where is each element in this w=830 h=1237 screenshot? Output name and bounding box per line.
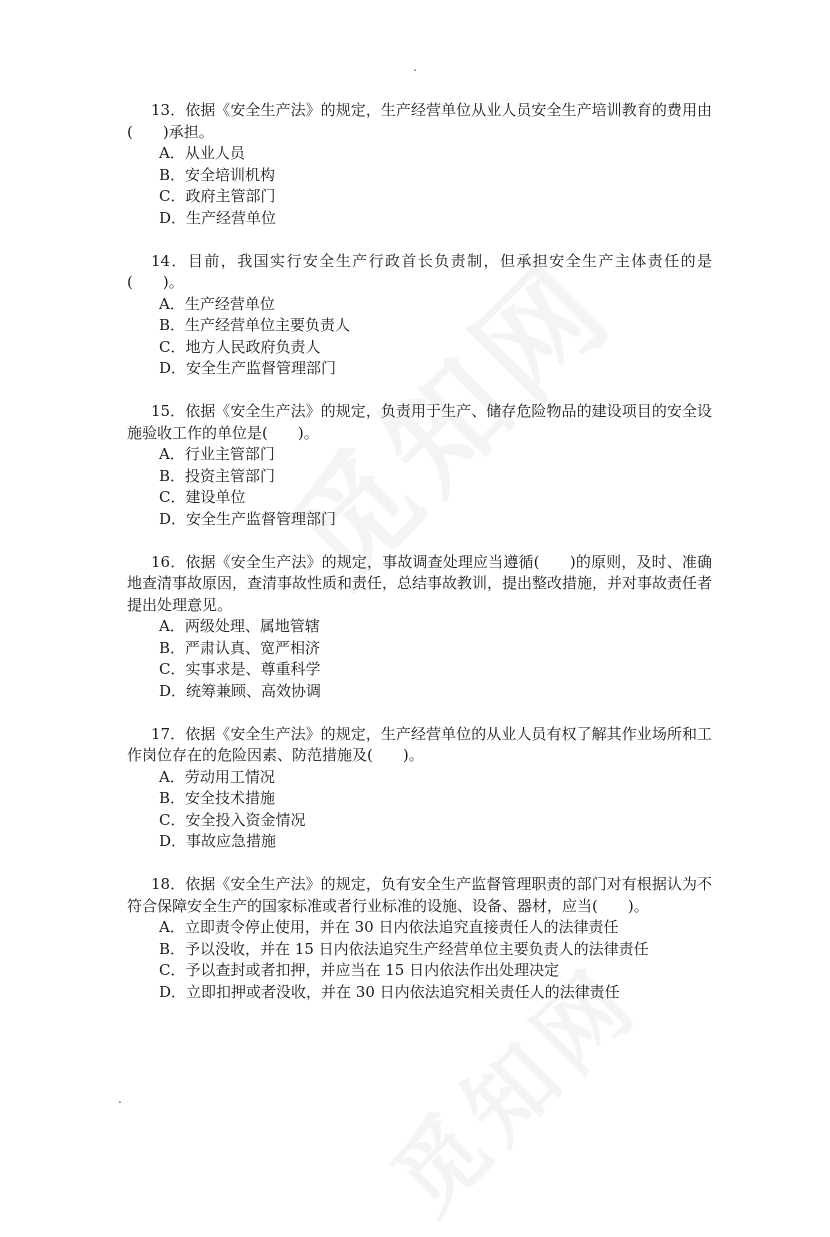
option-list — [127, 767, 712, 853]
question-list — [127, 100, 712, 1025]
option-b: B．投资主管部门 — [159, 466, 276, 485]
question-13 — [127, 100, 712, 229]
option-b: B．安全培训机构 — [159, 165, 276, 184]
page-bottom-mark: . — [118, 1092, 122, 1106]
question-stem: 16．依据《安全生产法》的规定，事故调查处理应当遵循( )的原则，及时、准确地查清事故原因，查清事故性质和责任，总结事故教训，提出整改措施，并对事故责任者提出处理意见。 — [127, 552, 713, 614]
question-stem: 14．目前，我国实行安全生产行政首长负责制，但承担安全生产主体责任的是( )。 — [127, 251, 712, 291]
option-a: A．生产经营单位 — [159, 294, 275, 313]
question-18 — [127, 874, 712, 1003]
option-a: A．行业主管部门 — [159, 445, 275, 463]
option-list — [127, 294, 712, 380]
question-14 — [127, 251, 712, 380]
question-stem: 17．依据《安全生产法》的规定，生产经营单位的从业人员有权了解其作业场所和工作岗位存在的危险因素、防范措施及( )。 — [127, 724, 712, 764]
option-b: B．生产经营单位主要负责人 — [159, 316, 351, 334]
option-b: B．予以没收，并在 15 日内依法追究生产经营单位主要负责人的法律责任 — [159, 939, 649, 958]
option-a: A．两级处理、属地管辖 — [159, 617, 320, 635]
question-17 — [127, 724, 712, 853]
question-stem: 15．依据《安全生产法》的规定，负责用于生产、储存危险物品的建设项目的安全设施验收工作的单位是( )。 — [127, 402, 712, 442]
option-c: C．实事求是、尊重科学 — [159, 660, 321, 678]
option-d: D．安全生产监督管理部门 — [159, 359, 337, 377]
option-list — [127, 444, 712, 530]
option-d: D．生产经营单位 — [159, 208, 277, 227]
option-list — [127, 917, 712, 1003]
question-stem: 18．依据《安全生产法》的规定，负有安全生产监督管理职责的部门对有根据认为不符合保障安全生产的国家标准或者行业标准的设施、设备、器材，应当( )。 — [127, 875, 712, 915]
option-a: A．立即责令停止使用，并在 30 日内依法追究直接责任人的法律责任 — [159, 918, 619, 936]
option-d: D．立即扣押或者没收，并在 30 日内依法追究相关责任人的法律责任 — [159, 982, 620, 1001]
option-c: C．安全投入资金情况 — [159, 810, 306, 829]
question-16 — [127, 552, 712, 703]
option-c: C．建设单位 — [159, 488, 246, 506]
option-d: D．安全生产监督管理部门 — [159, 509, 337, 528]
option-a: A．劳动用工情况 — [159, 767, 275, 786]
question-stem: 13．依据《安全生产法》的规定，生产经营单位从业人员安全生产培训教育的费用由( )承担。 — [127, 101, 712, 141]
option-c: C．政府主管部门 — [159, 187, 276, 205]
option-b: B．严肃认真、宽严相济 — [159, 638, 321, 657]
option-list — [127, 143, 712, 229]
option-a: A．从业人员 — [159, 144, 245, 162]
option-b: B．安全技术措施 — [159, 789, 276, 807]
option-c: C．予以查封或者扣押，并应当在 15 日内依法作出处理决定 — [159, 961, 560, 979]
option-c: C．地方人民政府负责人 — [159, 337, 321, 356]
option-d: D．统筹兼顾、高效协调 — [159, 681, 322, 700]
option-d: D．事故应急措施 — [159, 832, 277, 850]
option-list — [127, 616, 712, 702]
question-15 — [127, 401, 712, 530]
page-top-mark: . — [413, 60, 417, 74]
